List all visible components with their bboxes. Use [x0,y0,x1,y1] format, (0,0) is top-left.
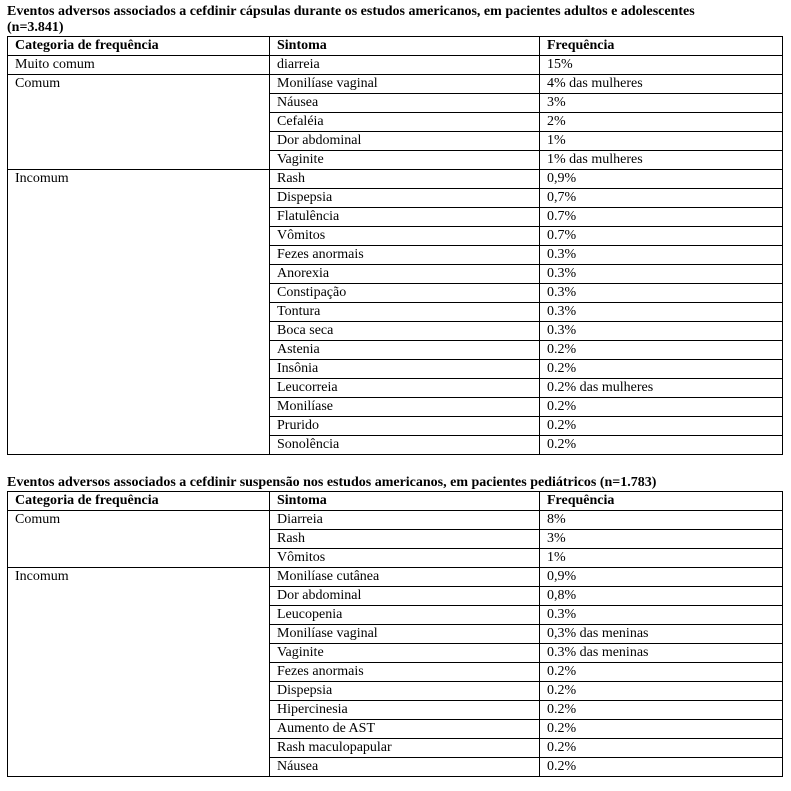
cell-symptom: Náusea [270,758,540,777]
cell-category [8,663,270,682]
cell-symptom: Fezes anormais [270,246,540,265]
cell-symptom: Vaginite [270,151,540,170]
cell-symptom: Aumento de AST [270,720,540,739]
cell-symptom: Vômitos [270,549,540,568]
cell-frequency: 0,8% [540,587,783,606]
cell-category [8,94,270,113]
cell-symptom: Constipação [270,284,540,303]
section-adults [7,4,782,455]
cell-frequency: 0,9% [540,170,783,189]
cell-symptom: Náusea [270,94,540,113]
cell-category [8,701,270,720]
cell-category [8,189,270,208]
cell-frequency: 0.2% [540,682,783,701]
table-row [8,265,783,284]
header-category: Categoria de frequência [8,492,270,511]
cell-symptom: Diarreia [270,511,540,530]
cell-symptom: Sonolência [270,436,540,455]
table-row [8,549,783,568]
table-row [8,284,783,303]
cell-category [8,436,270,455]
table-row [8,606,783,625]
cell-category: Comum [8,511,270,530]
section-pediatric [7,475,782,777]
cell-frequency: 0.3% [540,284,783,303]
cell-frequency: 0,9% [540,568,783,587]
cell-frequency: 0.2% [540,739,783,758]
adverse-events-table-pediatric [7,491,783,777]
table-row [8,132,783,151]
cell-frequency: 1% [540,549,783,568]
cell-frequency: 0.2% das mulheres [540,379,783,398]
section-title [7,4,782,36]
table-row [8,739,783,758]
cell-frequency: 0.2% [540,398,783,417]
cell-symptom: Anorexia [270,265,540,284]
cell-frequency: 3% [540,94,783,113]
cell-category [8,360,270,379]
cell-frequency: 0,7% [540,189,783,208]
table-row [8,303,783,322]
cell-frequency: 0.2% [540,417,783,436]
table-row [8,189,783,208]
cell-category [8,682,270,701]
cell-category [8,758,270,777]
cell-frequency: 0.3% [540,606,783,625]
cell-frequency: 0.3% [540,265,783,284]
cell-frequency: 0.2% [540,720,783,739]
header-frequency: Frequência [540,37,783,56]
cell-category [8,151,270,170]
table-row [8,246,783,265]
cell-symptom: Tontura [270,303,540,322]
cell-symptom: Boca seca [270,322,540,341]
table-row [8,56,783,75]
table-row [8,341,783,360]
table-row [8,625,783,644]
cell-frequency: 0.2% [540,360,783,379]
section-gap [7,455,782,475]
cell-symptom: Vômitos [270,227,540,246]
table-row [8,94,783,113]
table-row [8,227,783,246]
cell-frequency: 8% [540,511,783,530]
cell-category: Comum [8,75,270,94]
table-row [8,113,783,132]
table-row [8,644,783,663]
cell-symptom: Flatulência [270,208,540,227]
cell-symptom: Monilíase vaginal [270,625,540,644]
table-row [8,587,783,606]
table-row [8,720,783,739]
cell-category [8,549,270,568]
header-symptom: Sintoma [270,492,540,511]
cell-symptom: Insônia [270,360,540,379]
cell-category [8,246,270,265]
cell-category [8,341,270,360]
table-row [8,75,783,94]
cell-category [8,379,270,398]
cell-symptom: Dor abdominal [270,587,540,606]
table-row [8,322,783,341]
cell-frequency: 0.2% [540,663,783,682]
cell-category [8,303,270,322]
table-row [8,379,783,398]
cell-category: Incomum [8,170,270,189]
document [7,4,782,777]
cell-symptom: Cefaléia [270,113,540,132]
table-row [8,417,783,436]
cell-frequency: 0.2% [540,758,783,777]
cell-symptom: Rash [270,530,540,549]
table-row [8,758,783,777]
cell-symptom: Monilíase cutânea [270,568,540,587]
cell-category [8,284,270,303]
header-category: Categoria de frequência [8,37,270,56]
table-row [8,398,783,417]
cell-symptom: Hipercinesia [270,701,540,720]
cell-frequency: 15% [540,56,783,75]
table-row [8,208,783,227]
cell-category [8,265,270,284]
table-row [8,568,783,587]
cell-symptom: Vaginite [270,644,540,663]
cell-frequency: 0.2% [540,341,783,360]
cell-symptom: Rash maculopapular [270,739,540,758]
table-row [8,530,783,549]
cell-frequency: 0.7% [540,227,783,246]
cell-category [8,644,270,663]
cell-category [8,322,270,341]
header-symptom: Sintoma [270,37,540,56]
cell-category [8,625,270,644]
cell-frequency: 0.3% [540,322,783,341]
section-title-line1: Eventos adversos associados a cefdinir cápsulas durante os estudos americanos, em pacientes adultos e adolescentes [7,4,695,19]
table-row [8,360,783,379]
cell-category [8,739,270,758]
table-header-row [8,37,783,56]
cell-category [8,132,270,151]
table-row [8,663,783,682]
table-row [8,682,783,701]
table-body [8,56,783,455]
cell-frequency: 3% [540,530,783,549]
table-body [8,511,783,777]
cell-frequency: 0,3% das meninas [540,625,783,644]
section-title [7,475,782,491]
header-frequency: Frequência [540,492,783,511]
cell-category [8,208,270,227]
cell-category [8,113,270,132]
table-row [8,436,783,455]
cell-symptom: Prurido [270,417,540,436]
table-row [8,701,783,720]
cell-category [8,720,270,739]
cell-symptom: Leucopenia [270,606,540,625]
cell-symptom: Dispepsia [270,682,540,701]
cell-symptom: Astenia [270,341,540,360]
cell-frequency: 0.3% [540,303,783,322]
cell-symptom: Fezes anormais [270,663,540,682]
cell-frequency: 2% [540,113,783,132]
cell-symptom: Monilíase vaginal [270,75,540,94]
cell-category [8,587,270,606]
cell-symptom: Leucorreia [270,379,540,398]
cell-frequency: 0.3% das meninas [540,644,783,663]
cell-category: Incomum [8,568,270,587]
cell-frequency: 1% [540,132,783,151]
cell-category [8,606,270,625]
table-header-row [8,492,783,511]
cell-symptom: Monilíase [270,398,540,417]
cell-frequency: 0.2% [540,701,783,720]
cell-category: Muito comum [8,56,270,75]
table-row [8,151,783,170]
table-row [8,511,783,530]
cell-frequency: 0.2% [540,436,783,455]
adverse-events-table-adults [7,36,783,455]
cell-frequency: 4% das mulheres [540,75,783,94]
cell-category [8,417,270,436]
cell-frequency: 0.3% [540,246,783,265]
table-row [8,170,783,189]
cell-category [8,530,270,549]
cell-symptom: Dispepsia [270,189,540,208]
cell-symptom: diarreia [270,56,540,75]
cell-frequency: 0.7% [540,208,783,227]
cell-category [8,398,270,417]
cell-symptom: Dor abdominal [270,132,540,151]
cell-category [8,227,270,246]
cell-symptom: Rash [270,170,540,189]
section-title-line2: (n=3.841) [7,20,64,35]
section-title-line1: Eventos adversos associados a cefdinir suspensão nos estudos americanos, em pacientes pediátricos (n=1.783) [7,475,657,490]
cell-frequency: 1% das mulheres [540,151,783,170]
